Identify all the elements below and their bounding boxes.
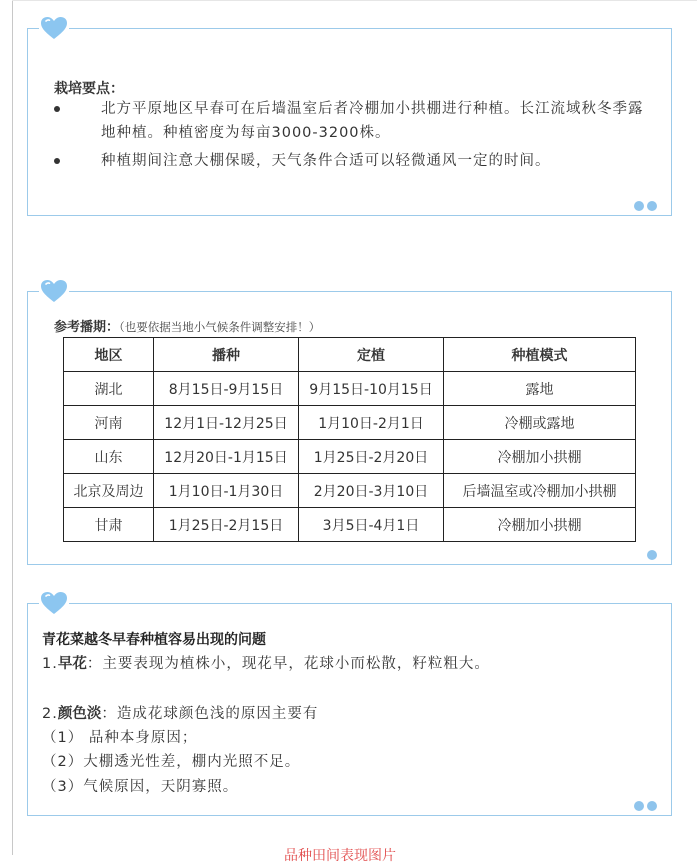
heart-icon — [39, 15, 69, 41]
problems-title: 青花菜越冬早春种植容易出现的问题 — [42, 632, 266, 648]
bullet-dot — [54, 106, 60, 112]
cultivation-bullet-1: 北方平原地区早春可在后墙温室后者冷棚加小拱棚进行种植。长江流域秋冬季露地种植。种植密度为每亩3000-3200株。 — [54, 97, 654, 145]
table-cell: 3月5日-4月1日 — [299, 508, 444, 542]
footer-heading: 品种田间表现图片 — [284, 848, 396, 864]
schedule-table — [63, 337, 636, 542]
schedule-title — [54, 316, 320, 335]
page-left-border — [12, 0, 13, 855]
table-cell: 露地 — [444, 372, 636, 406]
cultivation-bullet-2: 种植期间注意大棚保暖，天气条件合适可以轻微通风一定的时间。 — [54, 149, 654, 173]
table-cell: 2月20日-3月10日 — [299, 474, 444, 508]
item-number: 2. — [42, 706, 58, 722]
schedule-note: （也要依据当地小气候条件调整安排！） — [119, 320, 321, 334]
bullet-dot — [54, 158, 60, 164]
table-row — [64, 406, 636, 440]
table-row — [64, 474, 636, 508]
problem-sub-1: （1） 品种本身原因； — [42, 730, 198, 746]
table-header-row — [64, 338, 636, 372]
heart-icon — [39, 590, 69, 616]
table-cell: 1月10日-2月1日 — [299, 406, 444, 440]
item-text: ：主要表现为植株小，现花早，花球小而松散，籽粒粗大。 — [86, 656, 490, 672]
table-cell: 山东 — [64, 440, 154, 474]
table-cell: 12月1日-12月25日 — [154, 406, 299, 440]
table-row — [64, 440, 636, 474]
table-cell: 8月15日-9月15日 — [154, 372, 299, 406]
table-header: 种植模式 — [444, 338, 636, 372]
table-cell: 冷棚加小拱棚 — [444, 440, 636, 474]
table-cell: 后墙温室或冷棚加小拱棚 — [444, 474, 636, 508]
cultivation-card — [27, 28, 672, 216]
problem-sub-2: （2）大棚透光性差，棚内光照不足。 — [42, 754, 301, 770]
table-header: 播种 — [154, 338, 299, 372]
table-cell: 冷棚或露地 — [444, 406, 636, 440]
table-row — [64, 372, 636, 406]
table-header: 地区 — [64, 338, 154, 372]
dots-icon — [634, 801, 657, 811]
problem-item-2 — [42, 702, 318, 723]
dot-icon — [647, 550, 657, 560]
table-row — [64, 508, 636, 542]
item-label: 颜色淡 — [57, 706, 102, 722]
table-cell: 湖北 — [64, 372, 154, 406]
item-label: 早花 — [57, 656, 87, 672]
cultivation-title: 栽培要点： — [54, 81, 124, 97]
table-cell: 9月15日-10月15日 — [299, 372, 444, 406]
page-top-border — [12, 0, 697, 1]
table-cell: 1月25日-2月15日 — [154, 508, 299, 542]
heart-icon — [39, 278, 69, 304]
item-number: 1. — [42, 656, 58, 672]
schedule-card — [27, 291, 672, 565]
table-cell: 12月20日-1月15日 — [154, 440, 299, 474]
table-cell: 1月10日-1月30日 — [154, 474, 299, 508]
table-cell: 河南 — [64, 406, 154, 440]
table-header: 定植 — [299, 338, 444, 372]
problem-sub-3: （3）气候原因，天阴寡照。 — [42, 779, 239, 795]
table-cell: 冷棚加小拱棚 — [444, 508, 636, 542]
table-cell: 1月25日-2月20日 — [299, 440, 444, 474]
schedule-title-label: 参考播期： — [54, 320, 120, 335]
table-cell: 甘肃 — [64, 508, 154, 542]
dots-icon — [634, 201, 657, 211]
table-cell: 北京及周边 — [64, 474, 154, 508]
problems-card — [27, 603, 672, 816]
problem-item-1 — [42, 652, 490, 673]
item-text: ：造成花球颜色浅的原因主要有 — [101, 706, 319, 722]
